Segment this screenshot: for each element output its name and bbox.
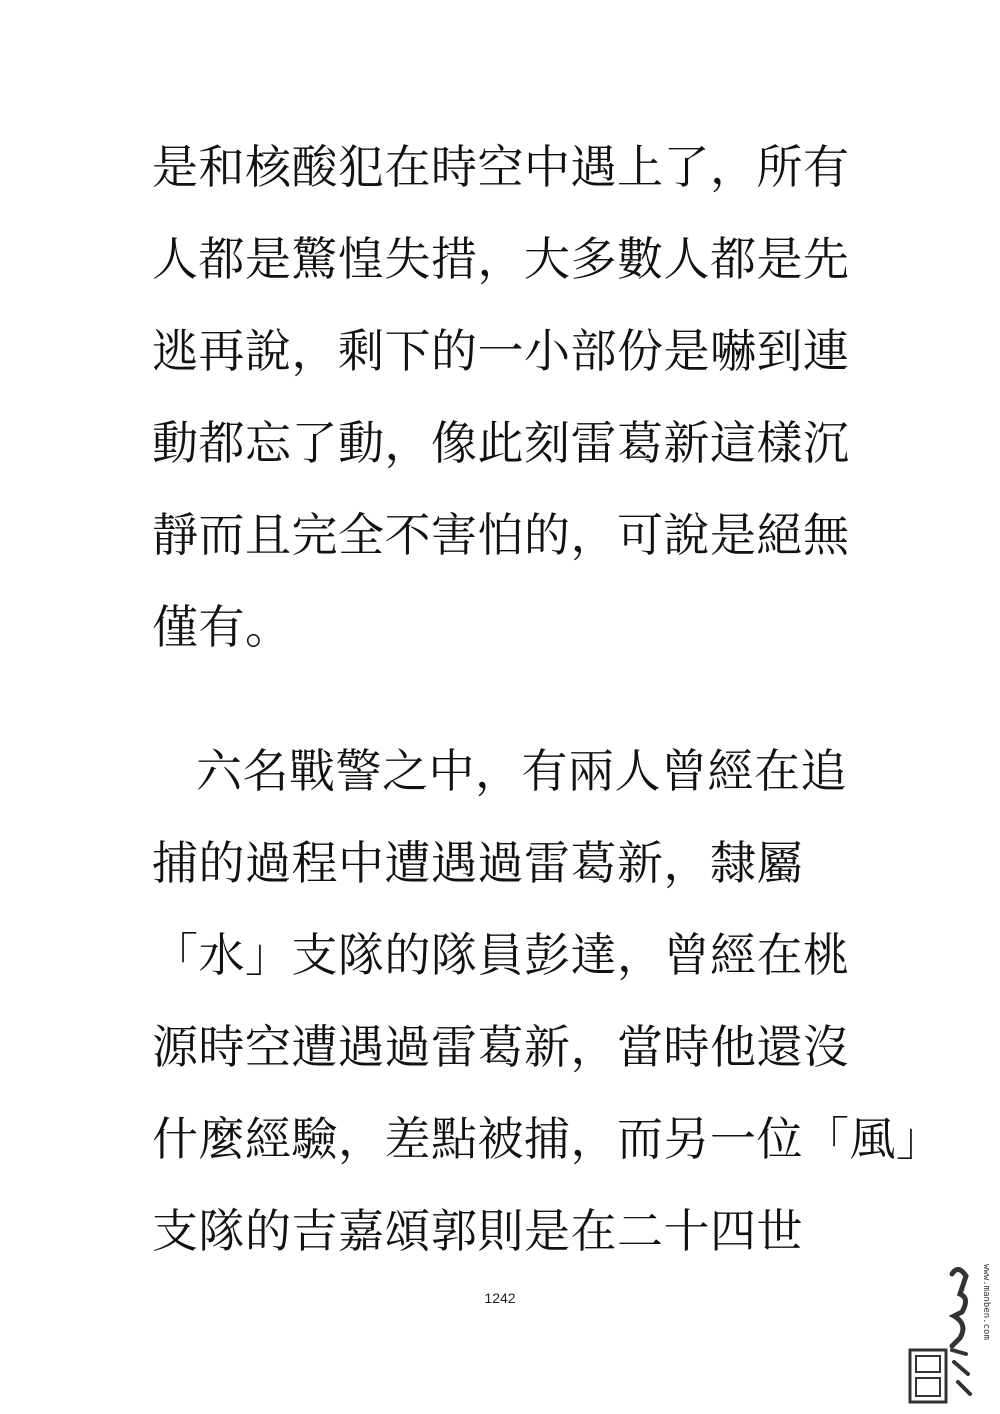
paragraph-1-line-4: 動都忘了動，像此刻雷葛新這樣沉: [152, 416, 850, 470]
watermark-graphic: [908, 1254, 992, 1404]
paragraph-2-line-5: 什麼經驗，差點被捕，而另一位「風」: [152, 1112, 943, 1166]
manben-watermark-logo: [908, 1254, 992, 1404]
paragraph-1-line-1: 是和核酸犯在時空中遇上了，所有: [152, 140, 850, 194]
paragraph-2-line-4: 源時空遭遇過雷葛新，當時他還沒: [152, 1020, 850, 1074]
watermark-url-text: www.manben.com: [981, 1264, 991, 1340]
page-number: 1242: [484, 1290, 516, 1306]
watermark-brush-stroke-1: [952, 1269, 966, 1346]
paragraph-1-line-3: 逃再說，剩下的一小部份是嚇到連: [152, 324, 850, 378]
paragraph-1-line-5: 靜而且完全不害怕的，可說是絕無: [152, 508, 850, 562]
paragraph-2-line-2: 捕的過程中遭遇過雷葛新，隸屬: [152, 836, 803, 890]
paragraph-2-line-1: 六名戰警之中，有兩人曾經在追: [196, 744, 847, 798]
watermark-brush-stroke-2: [952, 1350, 970, 1394]
paragraph-1-line-6: 僅有。: [152, 600, 292, 654]
paragraph-2-line-6: 支隊的吉嘉頌郭則是在二十四世: [152, 1204, 803, 1258]
paragraph-1-line-2: 人都是驚惶失措，大多數人都是先: [152, 232, 850, 286]
paragraph-2-line-3: 「水」支隊的隊員彭達，曾經在桃: [152, 928, 850, 982]
